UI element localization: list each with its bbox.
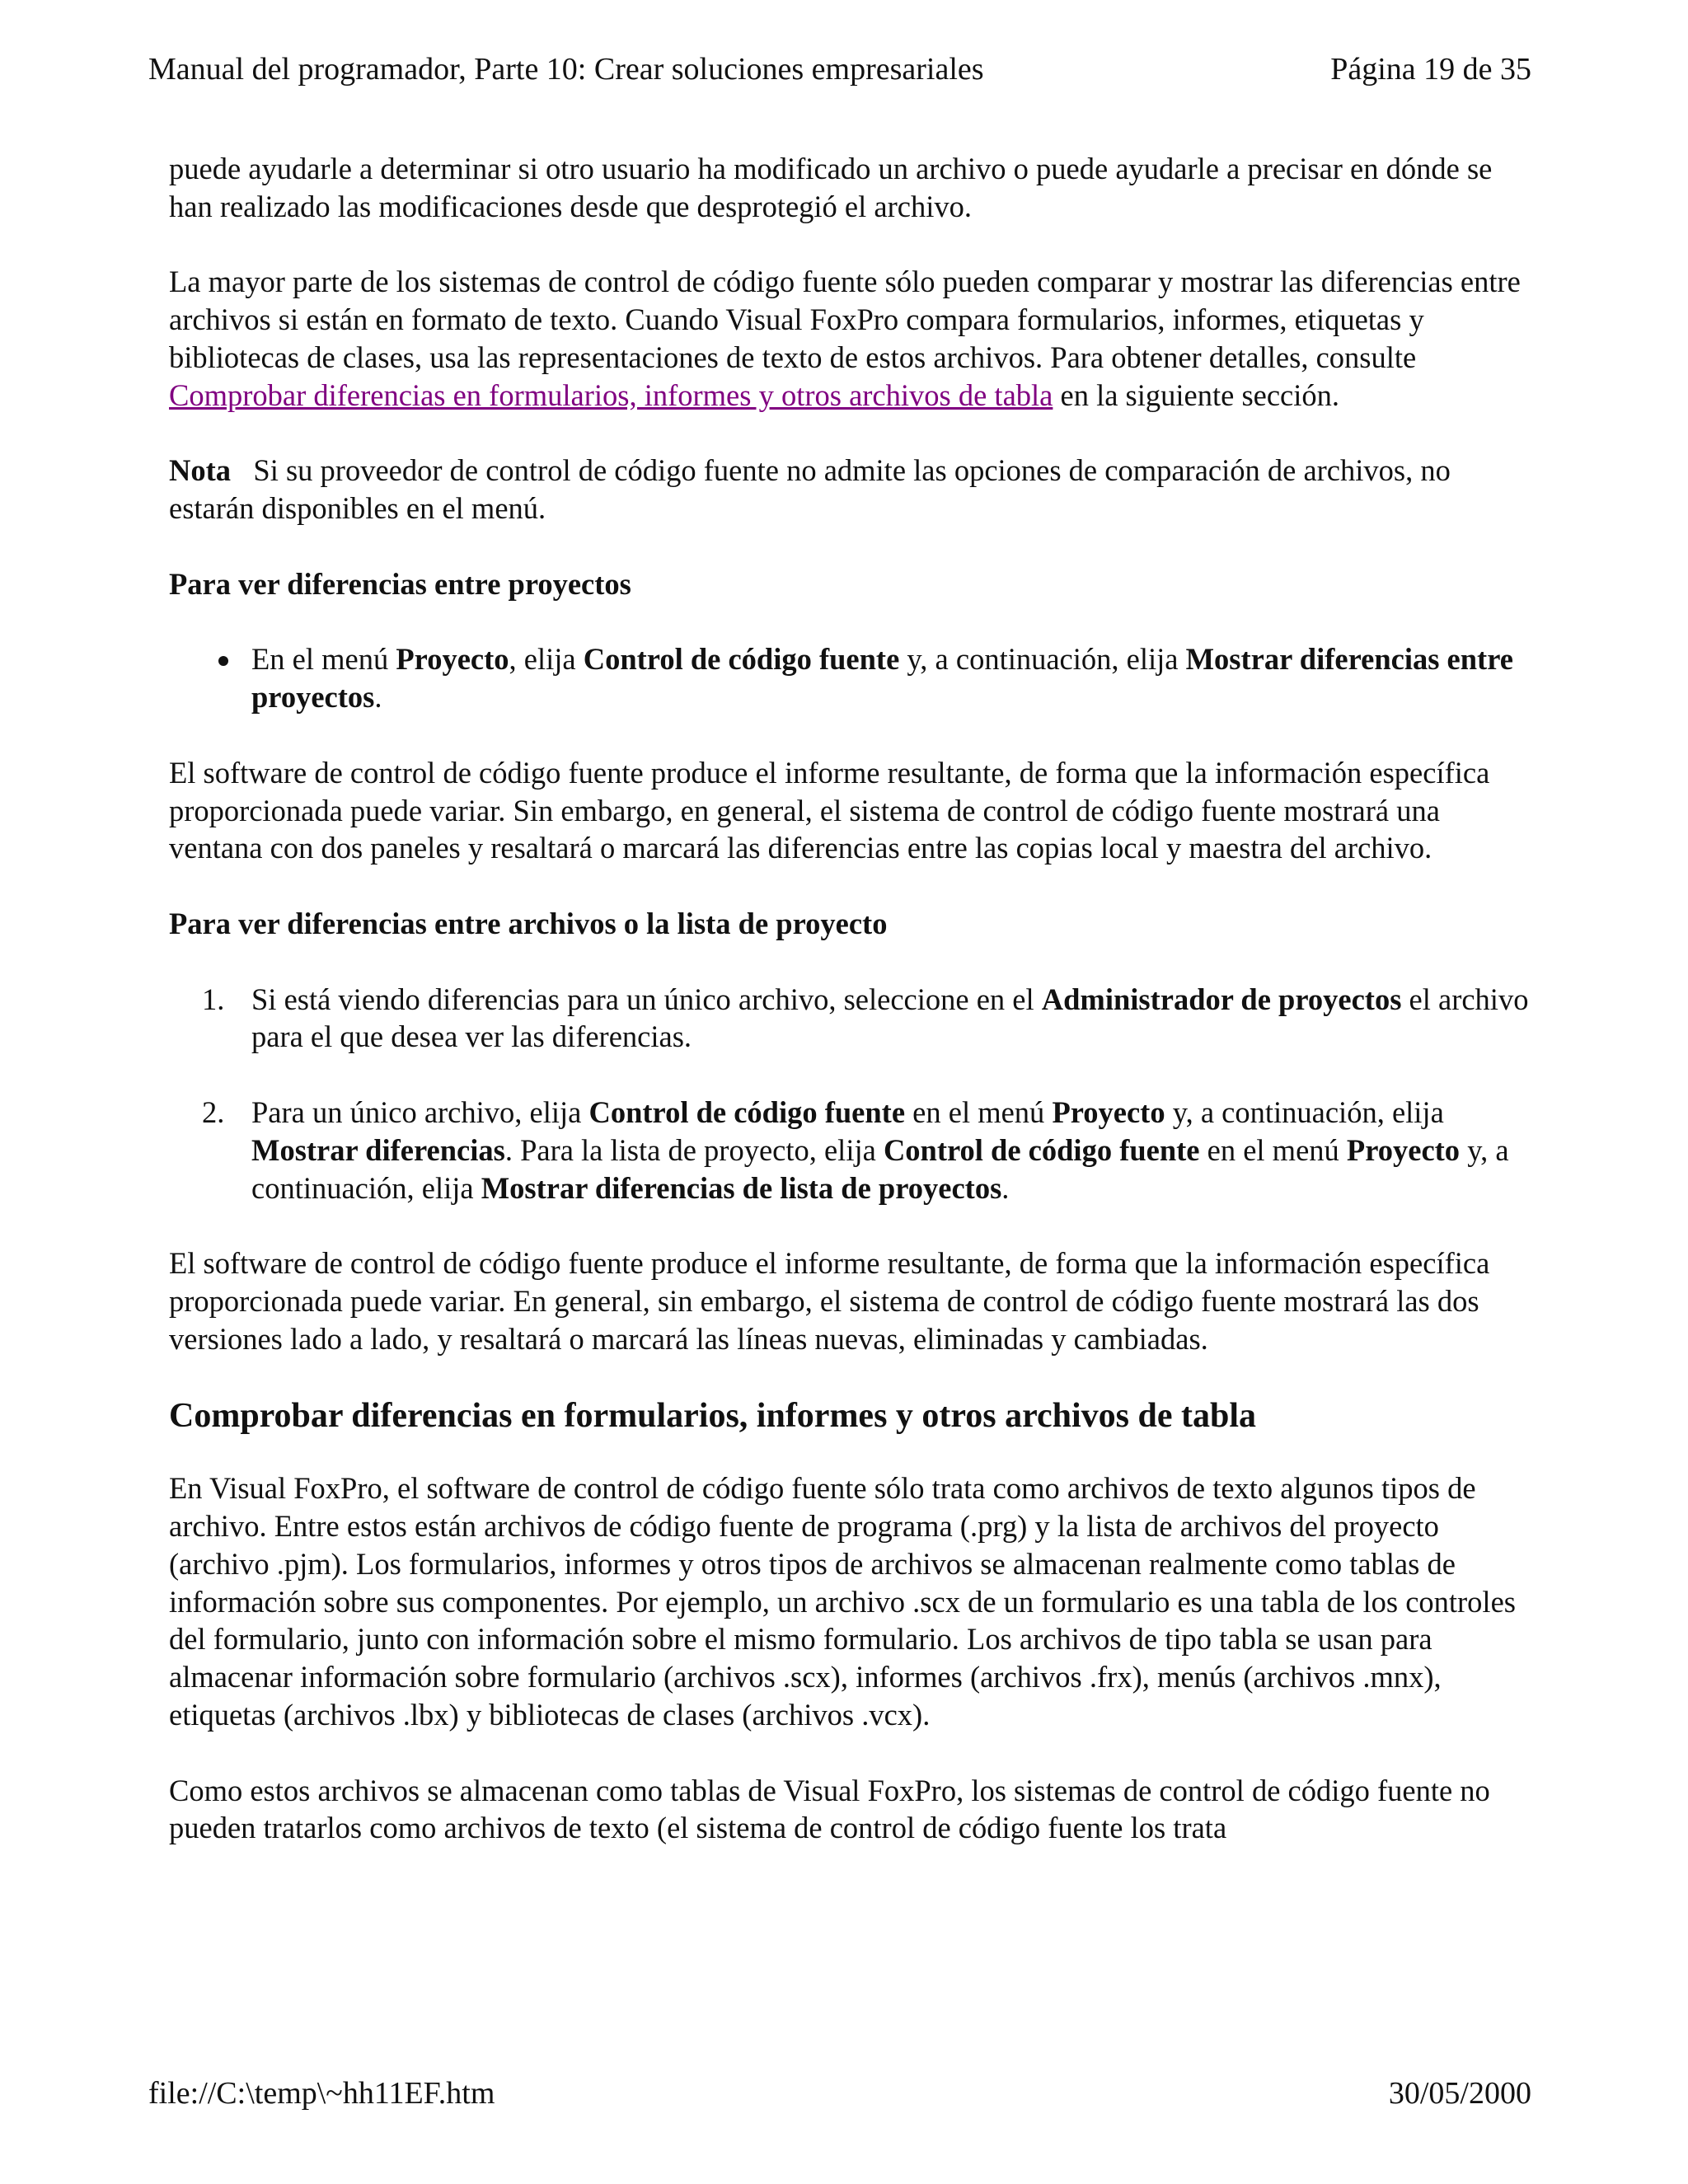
menu-name-proyecto: Proyecto bbox=[1346, 1132, 1461, 1167]
note-label: Nota bbox=[169, 453, 232, 488]
ui-name-administrador-proyectos: Administrador de proyectos bbox=[1041, 982, 1402, 1016]
link-comprobar-diferencias[interactable]: Comprobar diferencias en formularios, informes y otros archivos de tabla bbox=[169, 377, 1053, 412]
procedure-heading-projects: Para ver diferencias entre proyectos bbox=[169, 566, 631, 601]
menu-item-control-codigo-fuente: Control de código fuente bbox=[883, 1132, 1200, 1167]
step-text: en el menú bbox=[1199, 1132, 1347, 1167]
procedure-heading-files: Para ver diferencias entre archivos o la lista de proyecto bbox=[169, 906, 888, 940]
procedure-step-2 bbox=[202, 1094, 1537, 1207]
note-text: Si su proveedor de control de código fuente no admite las opciones de comparación de archivos, no estarán disponibles en el menú. bbox=[169, 453, 1451, 526]
step-text: el archivo para el que desea ver las diferencias. bbox=[251, 982, 1529, 1054]
header-page-number: Página 19 de 35 bbox=[1330, 52, 1531, 87]
procedure-step-1 bbox=[202, 981, 1537, 1057]
step-text: En el menú bbox=[251, 642, 396, 677]
step-text: , elija bbox=[509, 642, 584, 677]
paragraph-text-formats bbox=[169, 263, 1537, 414]
step-number: 1. bbox=[202, 982, 225, 1016]
paragraph-continuation: puede ayudarle a determinar si otro usuario ha modificado un archivo o puede ayudarle a precisar en dónde se han realizado las modificaciones desde que desprotegió el archivo. bbox=[169, 152, 1493, 223]
section-paragraph: En Visual FoxPro, el software de control de código fuente sólo trata como archivos de texto algunos tipos de archivo. Entre estos están archivos de código fuente de programa (.prg) y la lista de archivos del proyecto (archivo .pjm). Los formularios, informes y otros tipos de archivos se almacenan realmente como tablas de información sobre sus componentes. Por ejemplo, un archivo .scx de un formulario es una tabla de los controles del formulario, junto con información sobre el mismo formulario. Los archivos de tipo tabla se usan para almacenar información sobre formulario (archivos .scx), informes (archivos .frx), menús (archivos .mnx), etiquetas (archivos .lbx) y bibliotecas de clases (archivos .vcx). bbox=[169, 1471, 1516, 1732]
step-number: 2. bbox=[202, 1094, 225, 1129]
menu-name-proyecto: Proyecto bbox=[396, 642, 509, 677]
clipped-previous-line bbox=[169, 135, 1323, 143]
menu-item-mostrar-diferencias-proyectos: Mostrar diferencias entre proyectos bbox=[251, 642, 1513, 715]
page-footer bbox=[148, 2075, 1531, 2111]
menu-name-proyecto: Proyecto bbox=[1052, 1094, 1165, 1129]
step-text: . Para la lista de proyecto, elija bbox=[504, 1132, 884, 1167]
step-text: . bbox=[374, 680, 382, 715]
menu-item-control-codigo-fuente: Control de código fuente bbox=[588, 1094, 906, 1129]
footer-date: 30/05/2000 bbox=[1388, 2076, 1531, 2111]
step-text: Para un único archivo, elija bbox=[251, 1094, 589, 1129]
page-header bbox=[148, 51, 1531, 87]
document-body bbox=[169, 150, 1537, 1885]
step-text: y, a continuación, elija bbox=[251, 1132, 1509, 1205]
note-paragraph bbox=[169, 452, 1537, 527]
section-paragraph: Como estos archivos se almacenan como tablas de Visual FoxPro, los sistemas de control de código fuente no pueden tratarlos como archivos de texto (el sistema de control de código fuente los trata bbox=[169, 1773, 1490, 1845]
step-text: y, a continuación, elija bbox=[1165, 1094, 1444, 1129]
section-heading: Comprobar diferencias en formularios, informes y otros archivos de tabla bbox=[169, 1397, 1257, 1436]
footer-file-path: file://C:\temp\~hh11EF.htm bbox=[148, 2076, 495, 2111]
paragraph-text: La mayor parte de los sistemas de control de código fuente sólo pueden comparar y mostrar las diferencias entre archivos si están en formato de texto. Cuando Visual FoxPro compara formularios, informes, etiquetas y bibliotecas de clases, usa las representaciones de texto de estos archivos. Para obtener detalles, consulte bbox=[169, 265, 1521, 374]
paragraph-text: en la siguiente sección. bbox=[1053, 377, 1340, 412]
procedure-result: El software de control de código fuente produce el informe resultante, de forma que la información específica proporcionada puede variar. En general, sin embargo, el sistema de control de código fuente mostrará las dos versiones lado a lado, y resaltará o marcará las líneas nuevas, eliminadas y cambiadas. bbox=[169, 1246, 1490, 1356]
menu-item-mostrar-diferencias: Mostrar diferencias bbox=[251, 1132, 505, 1167]
menu-item-control-codigo-fuente: Control de código fuente bbox=[583, 642, 900, 677]
procedure-result: El software de control de código fuente produce el informe resultante, de forma que la información específica proporcionada puede variar. Sin embargo, en general, el sistema de control de código fuente mostrará una ventana con dos paneles y resaltará o marcará las diferencias entre las copias local y maestra del archivo. bbox=[169, 755, 1490, 865]
step-text: . bbox=[1001, 1170, 1010, 1205]
step-text: Si está viendo diferencias para un único archivo, seleccione en el bbox=[251, 982, 1042, 1016]
step-text: en el menú bbox=[905, 1094, 1053, 1129]
menu-item-mostrar-diferencias-lista: Mostrar diferencias de lista de proyectos bbox=[481, 1170, 1002, 1205]
procedure-step bbox=[251, 640, 1537, 716]
clipped-line-text bbox=[169, 135, 1323, 143]
step-text: y, a continuación, elija bbox=[899, 642, 1186, 677]
header-title: Manual del programador, Parte 10: Crear soluciones empresariales bbox=[148, 52, 984, 87]
